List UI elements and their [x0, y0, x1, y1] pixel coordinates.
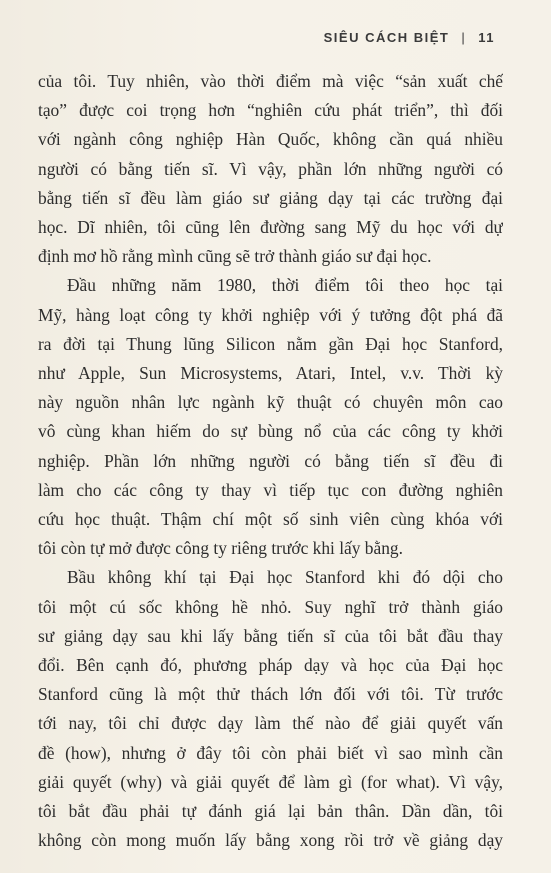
text-line: định mơ hồ rằng mình cũng sẽ trở thành giáo sư đại học.	[38, 246, 432, 267]
text-line: làm cho các công ty thay vì tiếp tục con đường nghiên	[38, 479, 503, 500]
text-line: Bầu không khí tại Đại học Stanford khi đó dội cho	[67, 567, 503, 588]
text-line: tôi bắt đầu phải tự đánh giá lại bản thân. Dần dần, tôi	[38, 801, 503, 822]
text-line: của tôi. Tuy nhiên, vào thời điểm mà việc “sản xuất chế	[38, 71, 503, 91]
text-line: sư giảng dạy sau khi lấy bằng tiến sĩ của tôi bắt đầu thay	[38, 625, 503, 646]
text-line: tôi còn tự mở được công ty riêng trước khi lấy bằng.	[38, 538, 403, 559]
text-line: Stanford cũng là một thử thách lớn đối với tôi. Từ trước	[38, 684, 503, 705]
text-line: tạo” được coi trọng hơn “nghiên cứu phát triển”, thì đối	[38, 100, 503, 121]
text-line: nghiệp. Phần lớn những người có bằng tiến sĩ đều đi	[38, 450, 503, 471]
text-line: bằng tiến sĩ đều làm giáo sư giảng dạy tại các trường đại	[38, 187, 503, 208]
text-line: này nguồn nhân lực ngành kỹ thuật có chuyên môn cao	[38, 392, 503, 413]
text-line: cứu học thuật. Thậm chí một số sinh viên cùng khóa với	[38, 509, 503, 530]
text-line: học. Dĩ nhiên, tôi cũng lên đường sang Mỹ du học với dự	[38, 217, 503, 238]
header-separator: |	[461, 30, 467, 45]
text-line: đổi. Bên cạnh đó, phương pháp dạy và học của Đại học	[38, 655, 503, 676]
paragraph	[38, 271, 503, 563]
text-line: vô cùng khan hiếm do sự bùng nổ của các công ty khởi	[38, 421, 503, 442]
running-header-title: SIÊU CÁCH BIỆT	[323, 30, 450, 45]
text-line: đề (how), nhưng ở đây tôi còn phải biết vì sao mình cần	[38, 742, 503, 763]
text-line: tới nay, tôi chỉ được dạy làm thế nào để giải quyết vấn	[38, 713, 503, 734]
text-line: tôi một cú sốc không hề nhỏ. Suy nghĩ trở thành giáo	[38, 596, 503, 617]
text-line: Đầu những năm 1980, thời điểm tôi theo học tại	[67, 275, 503, 296]
text-line: ra đời tại Thung lũng Silicon nằm gần Đại học Stanford,	[38, 333, 503, 354]
text-line: Mỹ, hàng loạt công ty khởi nghiệp với ý tưởng đột phá đã	[38, 304, 503, 325]
text-line: như Apple, Sun Microsystems, Atari, Intel, v.v. Thời kỳ	[38, 363, 503, 384]
paragraph	[38, 67, 503, 271]
body-text	[38, 67, 503, 855]
paragraph	[38, 563, 503, 855]
text-line: giải quyết (why) và giải quyết để làm gì (for what). Vì vậy,	[38, 771, 503, 792]
text-line: không còn mong muốn lấy bằng xong rồi trở về giảng dạy	[38, 830, 503, 851]
text-line: người có bằng tiến sĩ. Vì vậy, phần lớn những người có	[38, 158, 503, 179]
text-line: với ngành công nghiệp Hàn Quốc, không cần quá nhiều	[38, 129, 503, 150]
running-header	[324, 30, 495, 45]
page-number: 11	[478, 30, 495, 45]
